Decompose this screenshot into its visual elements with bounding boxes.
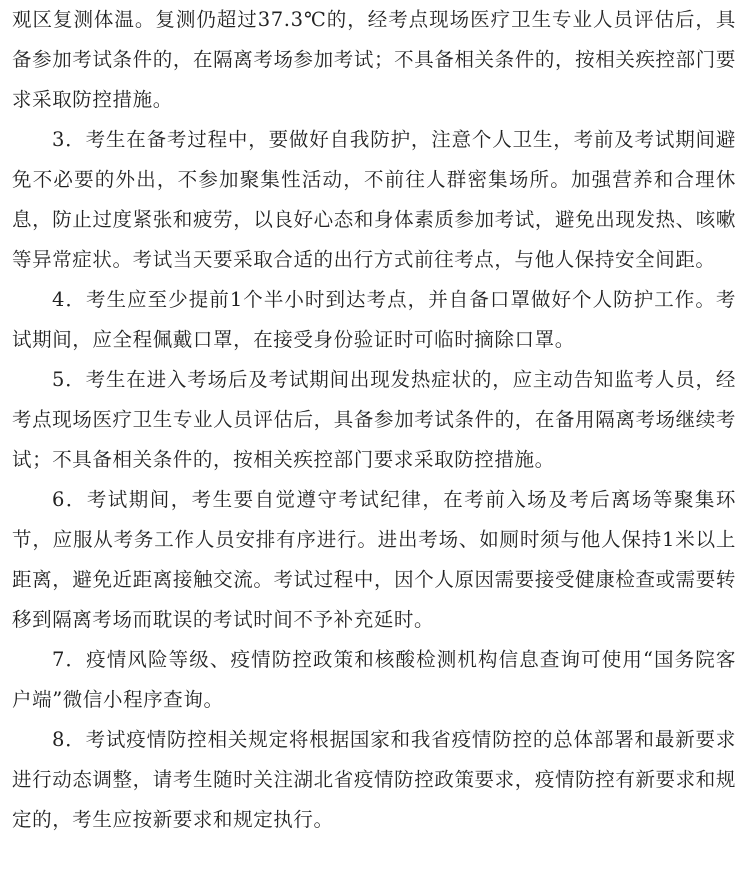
document-body xyxy=(12,0,736,840)
paragraph-item-5: 5．考生在进入考场后及考试期间出现发热症状的，应主动告知监考人员，经考点现场医疗卫生专业人员评估后，具备参加考试条件的，在备用隔离考场继续考试；不具备相关条件的，按相关疾控部门要求采取防控措施。 xyxy=(12,368,736,471)
paragraph-item-6: 6．考试期间，考生要自觉遵守考试纪律，在考前入场及考后离场等聚集环节，应服从考务工作人员安排有序进行。进出考场、如厕时须与他人保持1米以上距离，避免近距离接触交流。考试过程中，因个人原因需要接受健康检查或需要转移到隔离考场而耽误的考试时间不予补充延时。 xyxy=(12,488,736,631)
paragraph-continued: 观区复测体温。复测仍超过37.3℃的，经考点现场医疗卫生专业人员评估后，具备参加考试条件的，在隔离考场参加考试；不具备相关条件的，按相关疾控部门要求采取防控措施。 xyxy=(12,8,736,111)
paragraph-item-3: 3．考生在备考过程中，要做好自我防护，注意个人卫生，考前及考试期间避免不必要的外出，不参加聚集性活动，不前往人群密集场所。加强营养和合理休息，防止过度紧张和疲劳，以良好心态和身体素质参加考试，避免出现发热、咳嗽等异常症状。考试当天要采取合适的出行方式前往考点，与他人保持安全间距。 xyxy=(12,128,736,271)
paragraph-item-7: 7．疫情风险等级、疫情防控政策和核酸检测机构信息查询可使用“国务院客户端”微信小程序查询。 xyxy=(12,648,736,711)
paragraph-item-8: 8．考试疫情防控相关规定将根据国家和我省疫情防控的总体部署和最新要求进行动态调整，请考生随时关注湖北省疫情防控政策要求，疫情防控有新要求和规定的，考生应按新要求和规定执行。 xyxy=(12,728,736,831)
paragraph-item-4: 4．考生应至少提前1个半小时到达考点，并自备口罩做好个人防护工作。考试期间，应全程佩戴口罩，在接受身份验证时可临时摘除口罩。 xyxy=(12,288,736,351)
